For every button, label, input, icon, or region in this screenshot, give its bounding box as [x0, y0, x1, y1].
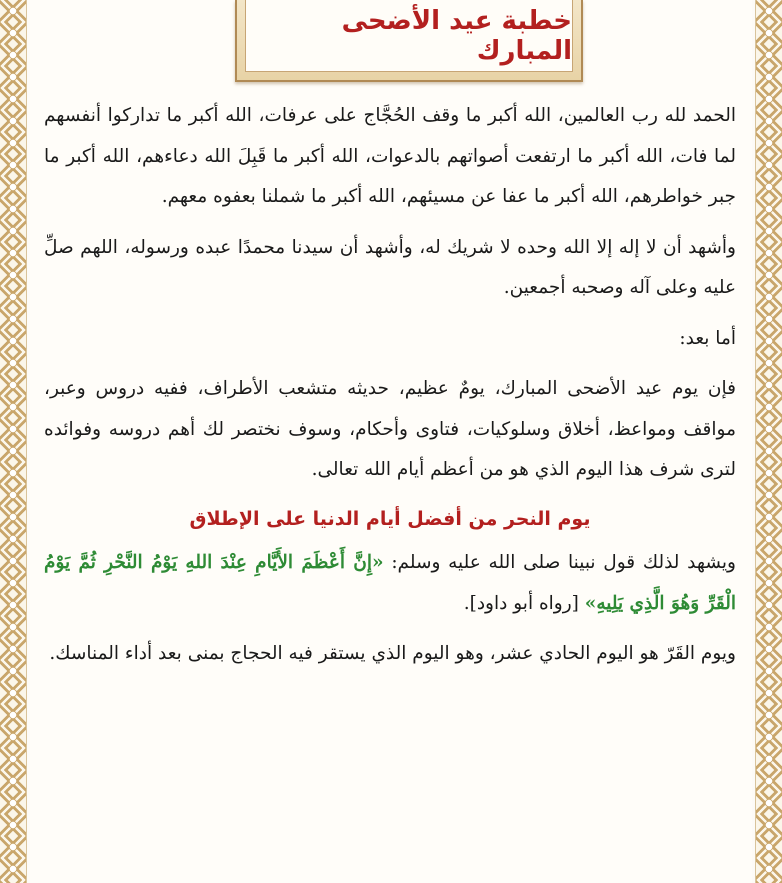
decorative-border-left	[0, 0, 27, 883]
paragraph-hadith	[44, 543, 736, 624]
title-frame	[235, 0, 583, 82]
page-content	[30, 0, 752, 883]
decorative-border-right	[755, 0, 782, 883]
sermon-body	[44, 96, 736, 675]
page-title: خطبة عيد الأضحى المبارك	[341, 5, 572, 66]
paragraph-yawm-alqarr: ويوم القَرّ هو اليوم الحادي عشر، وهو اليوم الذي يستقر فيه الحجاج بمنى بعد أداء المناسك.	[49, 643, 736, 664]
paragraph-amma-baad: أما بعد:	[679, 327, 736, 349]
hadith-quote: «إِنَّ أَعْظَمَ الأَيَّامِ عِنْدَ اللهِ يَوْمُ النَّحْرِ ثُمَّ يَوْمُ الْقَرِّ وَهُوَ الَّذِي يَلِيهِ»	[44, 552, 736, 614]
paragraph-testimony: وأشهد أن لا إله إلا الله وحده لا شريك له، وأشهد أن سيدنا محمدًا عبده ورسوله، اللهم صلِّ عليه وعلى آله وصحبه أجمعين.	[44, 236, 736, 298]
hadith-reference: [رواه أبو داود].	[463, 592, 585, 614]
hadith-intro: ويشهد لذلك قول نبينا صلى الله عليه وسلم:	[383, 552, 736, 573]
paragraph-praise: الحمد لله رب العالمين، الله أكبر ما وقف الحُجَّاج على عرفات، الله أكبر ما تداركوا أنفسهم لما فات، الله أكبر ما ارتفعت أصواتهم بالدعوات، الله أكبر ما قَبِلَ الله دعاءهم، الله أكبر ما جبر خواطرهم، الله أكبر ما عفا عن مسيئهم، الله أكبر ما شملنا بعفوه معهم.	[44, 105, 736, 207]
title-box	[245, 0, 573, 72]
section-heading: يوم النحر من أفضل أيام الدنيا على الإطلاق	[189, 507, 591, 530]
paragraph-intro: فإن يوم عيد الأضحى المبارك، يومٌ عظيم، حديثه متشعب الأطراف، ففيه دروس وعبر، مواقف ومواعظ، أخلاق وسلوكيات، فتاوى وأحكام، وسوف نختصر لك أهم دروسه وفوائده لترى شرف هذا اليوم الذي هو من أعظم أيام الله تعالى.	[44, 378, 736, 480]
